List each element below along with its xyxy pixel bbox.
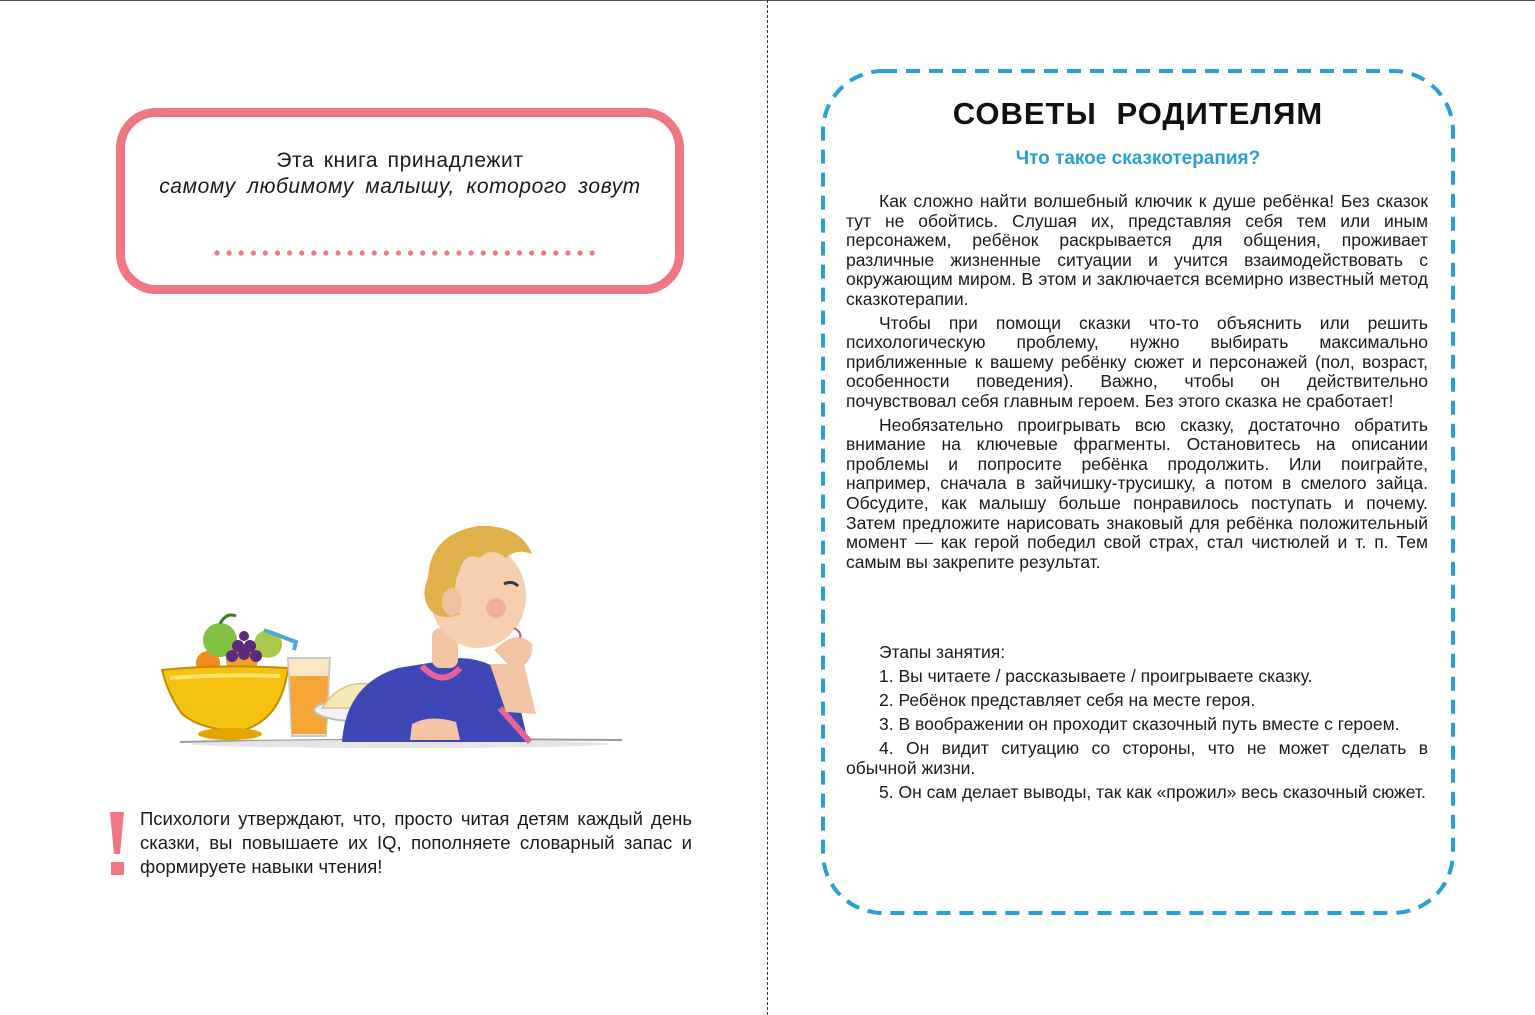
psychologists-note: Психологи утверждают, что, просто читая детям каждый день сказки, вы повышаете их IQ, пополняете словарный запас и формируете навыки чтения!: [140, 808, 692, 877]
parents-advice-panel: [820, 68, 1456, 916]
step-item: 4. Он видит ситуацию со стороны, что не может сделать в обычной жизни.: [846, 738, 1428, 778]
ownership-text-line2: самому любимому малышу, которого зовут: [159, 175, 641, 198]
steps-heading: Этапы занятия:: [879, 642, 1006, 662]
step-item: 3. В воображении он проходит сказочный путь вместе с героем.: [879, 714, 1400, 734]
advice-title: СОВЕТЫ РОДИТЕЛЯМ: [952, 96, 1324, 131]
session-steps: [846, 642, 1428, 806]
advice-paragraph: Необязательно проигрывать всю сказку, достаточно обратить внимание на ключевые фрагменты. Остановитесь на описании проблемы и попросите ребёнка продолжить. Или поиграйте, например, сначала в зайчишку-трусишку, а потом в смелого зайца. Обсудите, как малышу больше понравилось поступать и почему. Затем предложите нарисовать знаковый для ребёнка положительный момент — как герой победил свой страх, стал чистюлей и т. п. Тем самым вы закрепите результат.: [846, 414, 1428, 572]
step-item: 1. Вы читаете / рассказываете / проигрываете сказку.: [879, 666, 1313, 686]
boy-figure: [342, 526, 536, 742]
advice-body: [846, 192, 1428, 576]
step-item: 5. Он сам делает выводы, так как «прожил» весь сказочный сюжет.: [879, 782, 1426, 802]
boy-at-table-illustration: [160, 518, 630, 750]
book-spine-fold-line: [767, 0, 768, 1015]
advice-subtitle: Что такое сказкотерапия?: [1015, 148, 1261, 169]
ownership-text-line1: Эта книга принадлежит: [276, 149, 524, 172]
exclamation-icon: [108, 810, 126, 878]
advice-paragraph: Как сложно найти волшебный ключик к душе ребёнка! Без сказок тут не обойтись. Слушая их, представляя себя тем или иным персонажем, ребёнок раскрывается для общения, проживает различные жизненные ситуации и учится взаимодействовать с окружающим миром. В этом и заключается всемирно известный метод сказкотерапии.: [846, 191, 1428, 309]
advice-paragraph: Чтобы при помощи сказки что-то объяснить или решить психологическую проблему, нужно выбирать максимально приближенные к вашему ребёнку сюжет и персонажей (пол, возраст, особенности поведения). Важно, чтобы он действительно почувствовал себя главным героем. Без этого сказка не сработает!: [846, 312, 1428, 411]
ownership-plate: [116, 108, 684, 294]
step-item: 2. Ребёнок представляет себя на месте героя.: [879, 690, 1256, 710]
name-dotted-line: [213, 249, 607, 257]
